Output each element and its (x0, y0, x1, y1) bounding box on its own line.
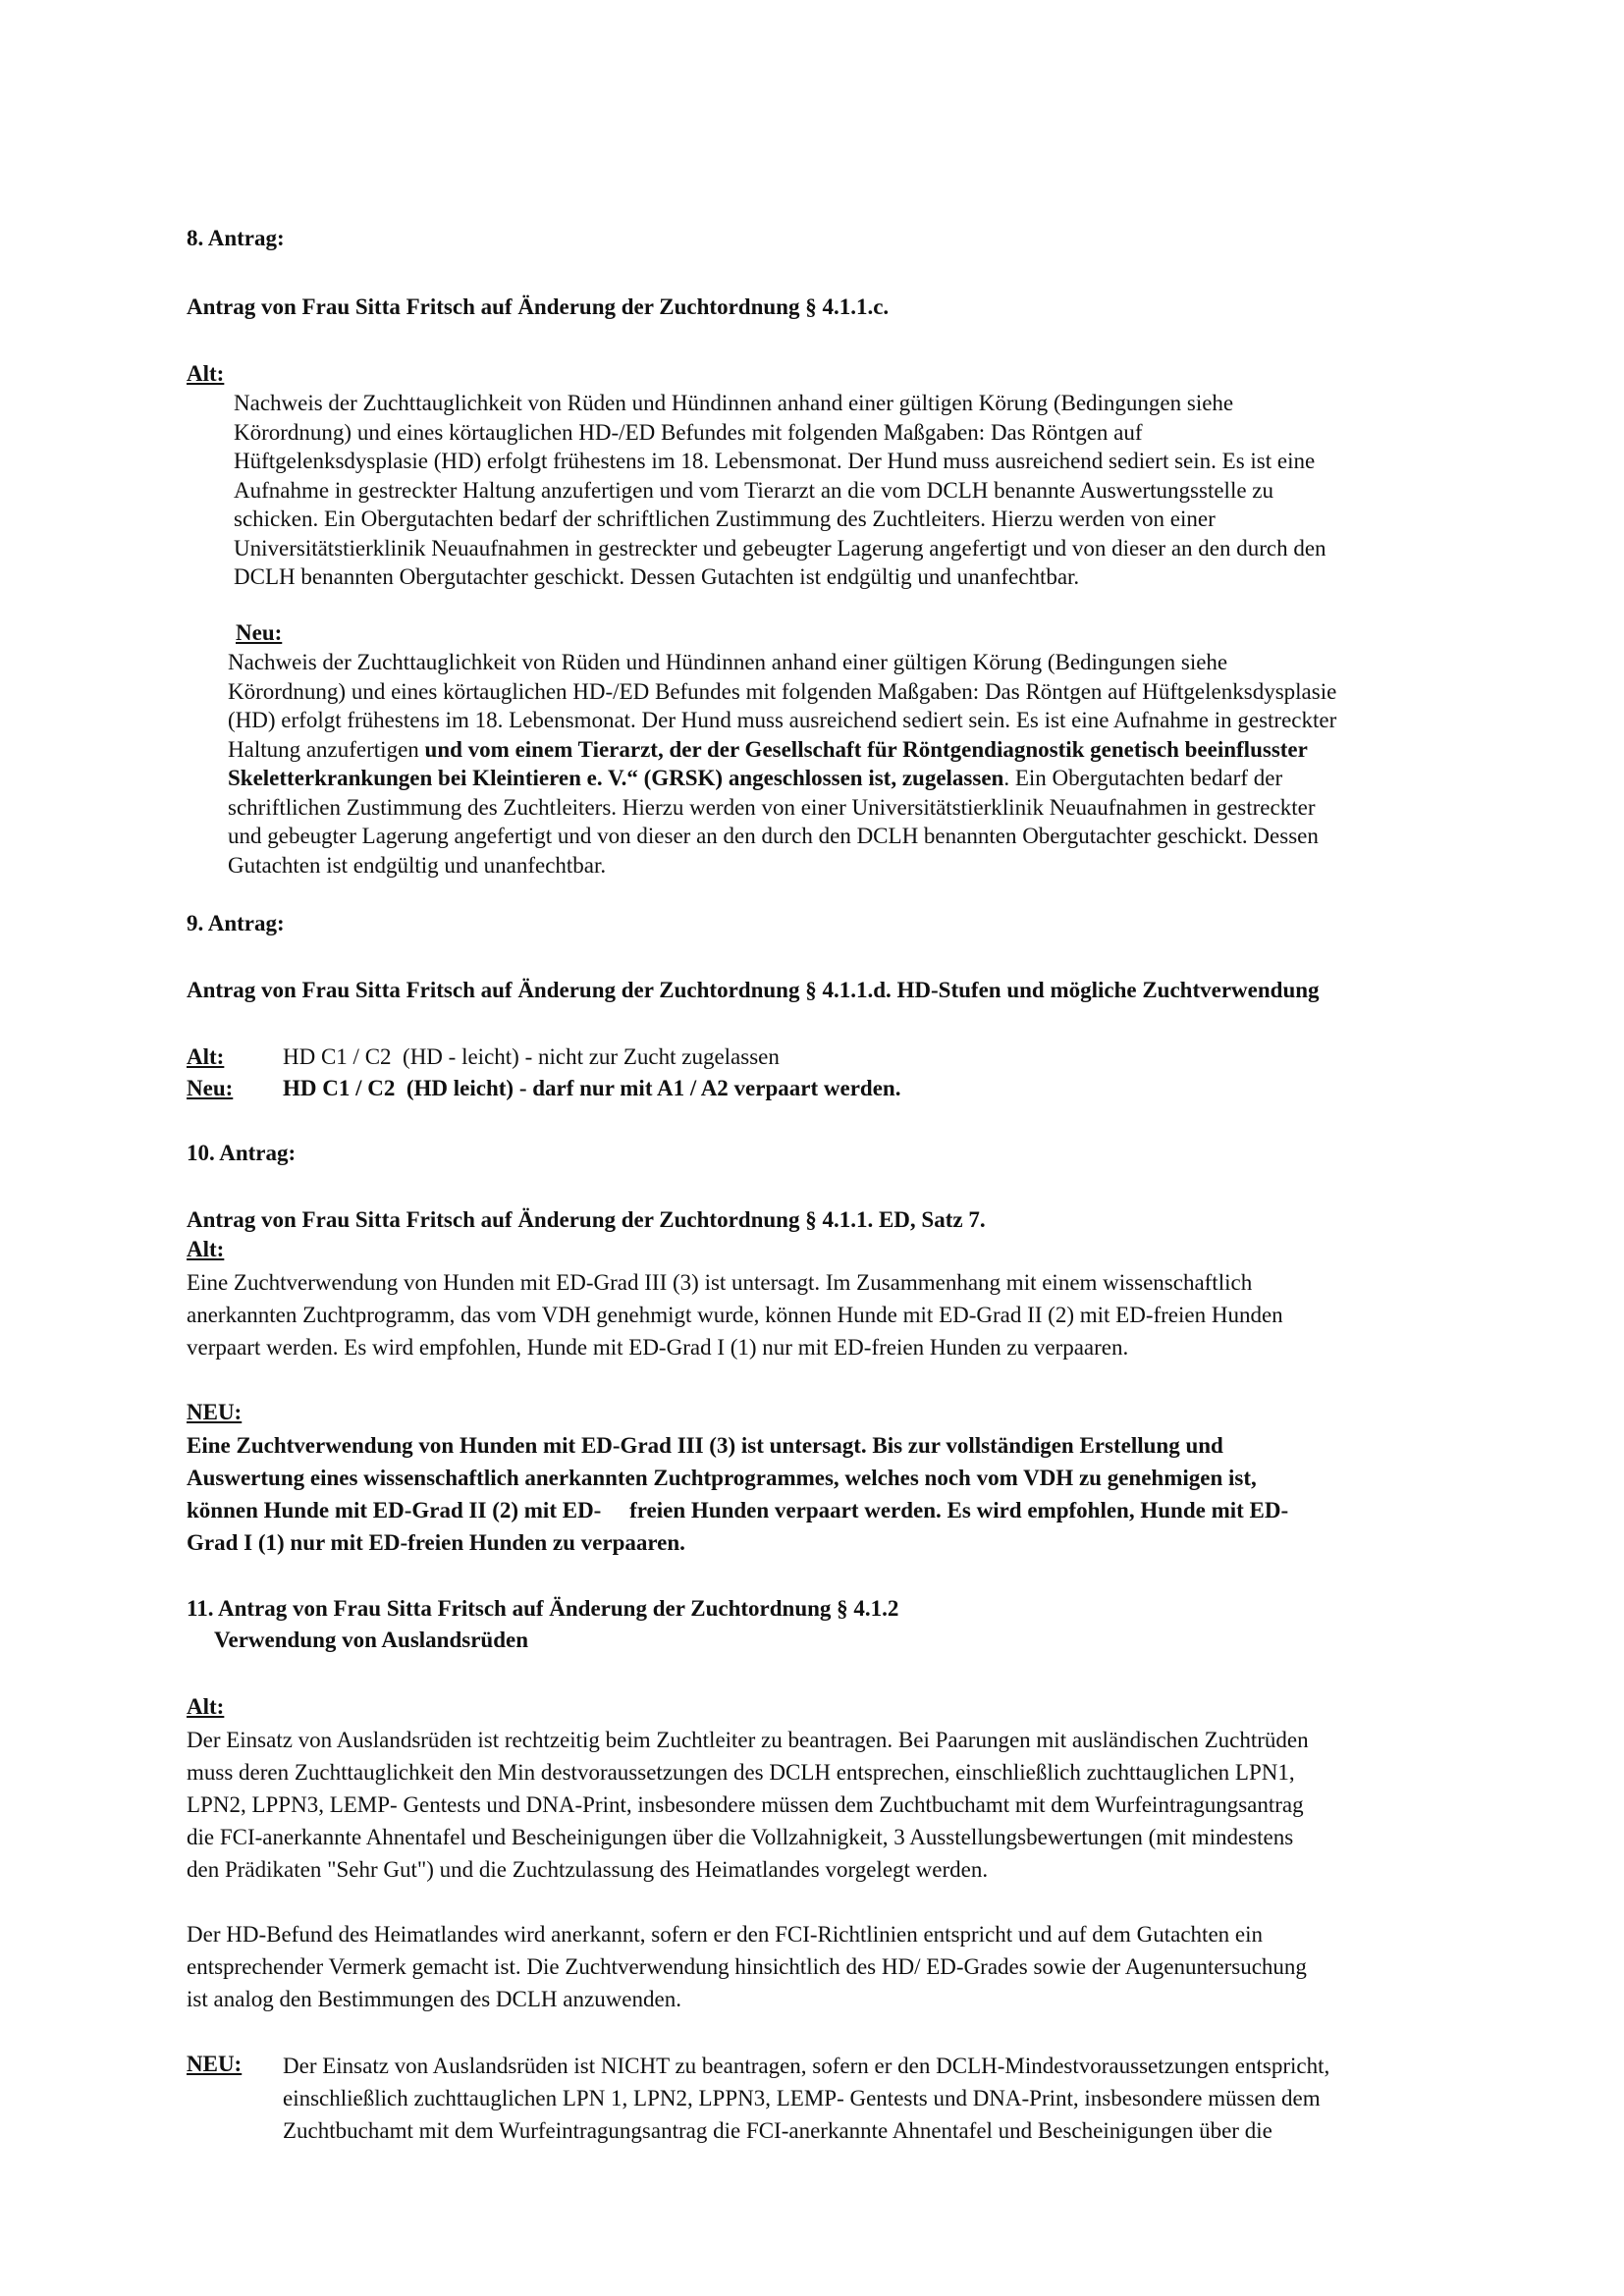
text-run-bold: und vom einem Tierarzt, der der Gesellschaft für Röntgendiagnostik genetisch beeinflusster (424, 736, 1308, 762)
text-line: anerkannten Zuchtprogramm, das vom VDH genehmigt wurde, können Hunde mit ED-Grad II (2) mit ED-freien Hunden (187, 1303, 1283, 1327)
section-10-neu-text (187, 1429, 1288, 1559)
text-line: und gebeugter Lagerung angefertigt und von dieser an den durch den DCLH benannten Obergutachter geschickt. Dessen (228, 824, 1319, 848)
text-line: muss deren Zuchttauglichkeit den Min destvoraussetzungen des DCLH entsprechen, einschließlich zuchttauglichen LPN1, (187, 1760, 1295, 1785)
section-9-neu-text: HD C1 / C2 (HD leicht) - darf nur mit A1 / A2 verpaart werden. (283, 1076, 901, 1100)
text-line: den Prädikaten "Sehr Gut") und die Zuchtzulassung des Heimatlandes vorgelegt werden. (187, 1857, 989, 1882)
text-line (228, 764, 1336, 793)
text-run: . Ein Obergutachten bedarf der (1003, 766, 1283, 790)
text-line: Körordnung) und eines körtauglichen HD-/ED Befundes mit folgenden Maßgaben: Das Röntgen auf (234, 419, 1143, 445)
text-line: Nachweis der Zuchttauglichkeit von Rüden und Hündinnen anhand einer gültigen Körung (Bedingungen siehe (234, 391, 1234, 415)
text-line: schriftlichen Zustimmung des Zuchtleiters. Hierzu werden von einer Universitätstierklinik Neuaufnahmen in gestreckter (228, 794, 1316, 820)
section-10-neu-label: NEU: (187, 1400, 243, 1424)
text-line: Hüftgelenksdysplasie (HD) erfolgt frühestens im 18. Lebensmonat. Der Hund muss ausreichend sediert sein. Es ist eine (234, 449, 1316, 473)
text-line: ist analog den Bestimmungen des DCLH anzuwenden. (187, 1987, 681, 2011)
text-line: Nachweis der Zuchttauglichkeit von Rüden und Hündinnen anhand einer gültigen Körung (Bedingungen siehe (228, 650, 1228, 674)
text-line: entsprechender Vermerk gemacht ist. Die Zuchtverwendung hinsichtlich des HD/ ED-Grades sowie der Augenuntersuchung (187, 1954, 1307, 1979)
text-line: Grad I (1) nur mit ED-freien Hunden zu verpaaren. (187, 1530, 685, 1555)
section-9-title: Antrag von Frau Sitta Fritsch auf Änderung der Zuchtordnung § 4.1.1.d. HD-Stufen und mögliche Zuchtverwendung (187, 978, 1320, 1002)
text-run: Haltung anzufertigen (228, 736, 425, 762)
text-line: Zuchtbuchamt mit dem Wurfeintragungsantrag die FCI-anerkannte Ahnentafel und Bescheinigungen über die (283, 2118, 1272, 2143)
section-11-alt-paragraph-1 (187, 1724, 1309, 1886)
text-line: Der HD-Befund des Heimatlandes wird anerkannt, sofern er den FCI-Richtlinien entspricht und auf dem Gutachten ein (187, 1922, 1264, 1947)
section-8-alt-text (234, 389, 1326, 592)
section-10-alt-text (187, 1266, 1283, 1363)
text-line: die FCI-anerkannte Ahnentafel und Bescheinigungen über die Vollzahnigkeit, 3 Ausstellungsbewertungen (mit mindestens (187, 1825, 1294, 1849)
text-line: Auswertung eines wissenschaftlich anerkannten Zuchtprogrammes, welches noch vom VDH zu genehmigen ist, (187, 1466, 1257, 1490)
text-line: Der Einsatz von Auslandsrüden ist NICHT zu beantragen, sofern er den DCLH-Mindestvoraussetzungen entspricht, (283, 2054, 1330, 2078)
text-line (228, 735, 1336, 765)
text-line: können Hunde mit ED-Grad II (2) mit ED- freien Hunden verpaart werden. Es wird empfohlen, Hunde mit ED- (187, 1498, 1289, 1522)
section-11-subheading: Verwendung von Auslandsrüden (214, 1628, 528, 1652)
section-8-neu-label: Neu: (236, 620, 283, 645)
section-9-alt-label: Alt: (187, 1044, 225, 1069)
text-line: Aufnahme in gestreckter Haltung anzufertigen und vom Tierarzt an die vom DCLH benannte Auswertungsstelle zu (234, 477, 1273, 503)
text-line: Universitätstierklinik Neuaufnahmen in gestreckter und gebeugter Lagerung angefertigt und von dieser an den durch den (234, 535, 1326, 561)
section-10-title: Antrag von Frau Sitta Fritsch auf Änderung der Zuchtordnung § 4.1.1. ED, Satz 7. (187, 1207, 986, 1232)
section-10-alt-label: Alt: (187, 1237, 225, 1261)
text-line: verpaart werden. Es wird empfohlen, Hunde mit ED-Grad I (1) nur mit ED-freien Hunden zu verpaaren. (187, 1335, 1129, 1360)
section-11-neu-text (283, 2050, 1329, 2147)
section-8-neu-text (228, 648, 1336, 880)
section-8-heading: 8. Antrag: (187, 226, 285, 250)
text-line: Körordnung) und eines körtauglichen HD-/ED Befundes mit folgenden Maßgaben: Das Röntgen auf Hüftgelenksdysplasie (228, 678, 1337, 704)
text-run-bold: Skeletterkrankungen bei Kleintieren e. V.“ (GRSK) angeschlossen ist, zugelassen (228, 766, 1004, 790)
text-line: schicken. Ein Obergutachten bedarf der schriftlichen Zustimmung des Zuchtleiters. Hierzu werden von einer (234, 507, 1216, 531)
section-11-alt-paragraph-2 (187, 1918, 1307, 2015)
section-11-neu-label: NEU: (187, 2052, 243, 2076)
text-line: einschließlich zuchttauglichen LPN 1, LPN2, LPPN3, LEMP- Gentests und DNA-Print, insbesondere müssen dem (283, 2086, 1321, 2110)
text-line: Gutachten ist endgültig und unanfechtbar. (228, 852, 607, 878)
text-line: LPN2, LPPN3, LEMP- Gentests und DNA-Print, insbesondere müssen dem Zuchtbuchamt mit dem Wurfeintragungsantrag (187, 1792, 1304, 1817)
text-line: Eine Zuchtverwendung von Hunden mit ED-Grad III (3) ist untersagt. Im Zusammenhang mit einem wissenschaftlich (187, 1270, 1253, 1295)
section-11-heading: 11. Antrag von Frau Sitta Fritsch auf Änderung der Zuchtordnung § 4.1.2 (187, 1596, 899, 1621)
text-line: Der Einsatz von Auslandsrüden ist rechtzeitig beim Zuchtleiter zu beantragen. Bei Paarungen mit ausländischen Zuchtrüden (187, 1728, 1309, 1752)
text-line: (HD) erfolgt frühestens im 18. Lebensmonat. Der Hund muss ausreichend sediert sein. Es ist eine Aufnahme in gestreckter (228, 708, 1337, 732)
text-line: DCLH benannten Obergutachter geschickt. Dessen Gutachten ist endgültig und unanfechtbar. (234, 564, 1080, 589)
section-8-title: Antrag von Frau Sitta Fritsch auf Änderung der Zuchtordnung § 4.1.1.c. (187, 294, 890, 319)
section-10-heading: 10. Antrag: (187, 1141, 297, 1165)
text-line: Eine Zuchtverwendung von Hunden mit ED-Grad III (3) ist untersagt. Bis zur vollständigen Erstellung und (187, 1433, 1223, 1458)
section-9-alt-text: HD C1 / C2 (HD - leicht) - nicht zur Zucht zugelassen (283, 1044, 780, 1069)
section-11-alt-label: Alt: (187, 1694, 225, 1719)
section-8-alt-label: Alt: (187, 361, 225, 386)
section-9-heading: 9. Antrag: (187, 911, 285, 935)
section-9-neu-label: Neu: (187, 1076, 234, 1100)
